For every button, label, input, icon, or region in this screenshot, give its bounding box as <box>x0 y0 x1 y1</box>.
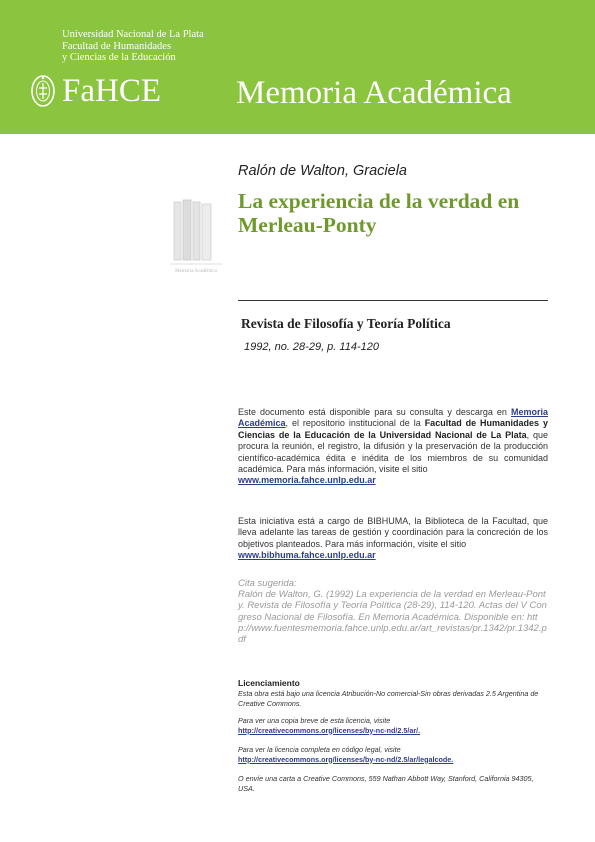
suggested-citation-label: Cita sugerida: <box>238 578 297 589</box>
article-author: Ralón de Walton, Graciela <box>238 163 407 179</box>
license-short-block <box>238 716 550 735</box>
license-short-link[interactable]: http://creativecommons.org/licenses/by-nc-nd/2.5/ar/. <box>238 725 421 735</box>
license-short-text: Para ver una copia breve de esta licencia, visite <box>238 716 391 725</box>
books-logo-label: Memoria Académica <box>175 269 217 274</box>
university-lines <box>62 29 204 64</box>
license-full-block <box>238 745 550 764</box>
license-text: Esta obra está bajo una licencia Atribución-No comercial-Sin obras derivadas 2.5 Argentina de Creative Commons. <box>238 689 539 708</box>
books-logo-icon <box>168 198 224 274</box>
repository-intro-text: Este documento está disponible para su consulta y descarga en <box>238 407 507 417</box>
divider <box>238 300 548 301</box>
repository-description: , que procura la reunión, el registro, la difusión y la preservación de la producción científico-académica édita e inédita de los miembros de su comunidad académica. Para más información, visite el sitio <box>238 429 548 475</box>
article-title: La experiencia de la verdad en Merleau-Ponty <box>238 189 520 237</box>
memoria-site-link[interactable]: www.memoria.fahce.unlp.edu.ar <box>238 475 376 486</box>
faculty-bold-text: Facultad de Humanidades y Ciencias de la Educación de la Universidad Nacional de La Plata <box>238 418 548 440</box>
license-mail-text: O envíe una carta a Creative Commons, 559 Nathan Abbott Way, Stanford, California 94305, USA. <box>238 774 534 793</box>
license-full-text: Para ver la licencia completa en código legal, visite <box>238 745 401 754</box>
faculty-name-cont: y Ciencias de la Educación <box>62 52 176 63</box>
license-heading: Licenciamiento <box>238 678 300 688</box>
journal-name: Revista de Filosofía y Teoría Política <box>241 316 451 331</box>
faculty-name: Facultad de Humanidades <box>62 40 172 52</box>
fahce-logo-text: FaHCE <box>62 73 161 109</box>
university-name: Universidad Nacional de La Plata <box>62 29 204 40</box>
bibhuma-text: Esta iniciativa está a cargo de BIBHUMA, la Biblioteca de la Facultad, que lleva adelante las tareas de gestión y coordinación para la concreción de los objetivos planteados. Para más información, visite el sitio <box>238 516 548 549</box>
repository-text: , el repositorio institucional de la <box>285 418 421 429</box>
repository-info-paragraph <box>238 407 548 487</box>
university-seal-icon <box>30 74 56 108</box>
header-banner <box>0 0 595 134</box>
publication-citation: 1992, no. 28-29, p. 114-120 <box>244 341 379 353</box>
memoria-academica-link[interactable]: Memoria Académica <box>238 407 548 429</box>
bibhuma-info-paragraph <box>238 516 548 562</box>
suggested-citation-text: Ralón de Walton, G. (1992) La experiencia de la verdad en Merleau-Ponty. Revista de Filosofía y Teoría Política (28-29), 114-120. Actas del V Congreso Nacional de Filosofía. En Memoria Académica. Disponible en: http://www.fuentesmemoria.fahce.unlp.edu.ar/art_revistas/pr.1342/pr.1342.pdf <box>238 589 547 646</box>
bibhuma-site-link[interactable]: www.bibhuma.fahce.unlp.edu.ar <box>238 550 376 561</box>
license-full-link[interactable]: http://creativecommons.org/licenses/by-nc-nd/2.5/ar/legalcode. <box>238 754 454 764</box>
suggested-citation <box>238 578 550 645</box>
memoria-academica-logo-text: Memoria Académica <box>236 75 512 111</box>
